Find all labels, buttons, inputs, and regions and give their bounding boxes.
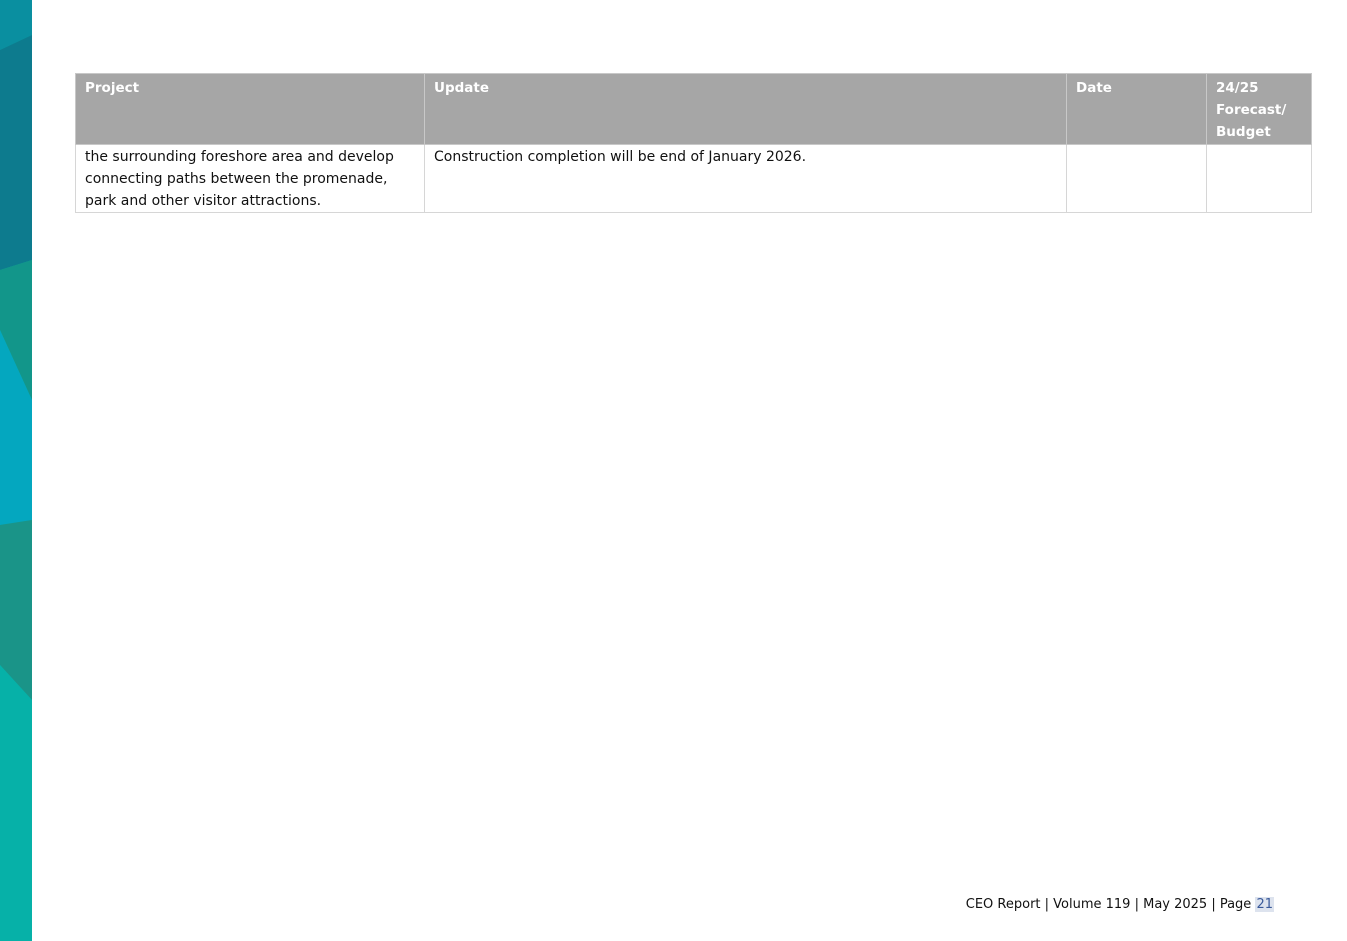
table-row [76,145,1312,213]
page-footer [966,896,1274,914]
cell-budget [1207,145,1312,213]
cell-update: Construction completion will be end of January 2026. [425,145,1067,213]
header-project: Project [76,74,425,145]
header-date: Date [1067,74,1207,145]
header-forecast-budget: 24/25 Forecast/ Budget [1207,74,1312,145]
header-update: Update [425,74,1067,145]
project-update-table [75,73,1312,213]
decorative-side-band [0,0,32,941]
cell-project: the surrounding foreshore area and develop connecting paths between the promenade, park and other visitor attractions. [76,145,425,213]
table-header-row [76,74,1312,145]
side-band-graphic [0,0,32,941]
footer-text: CEO Report | Volume 119 | May 2025 | Page [965,897,1256,912]
cell-date [1067,145,1207,213]
page-content [75,73,1311,213]
page-number: 21 [1256,897,1273,912]
